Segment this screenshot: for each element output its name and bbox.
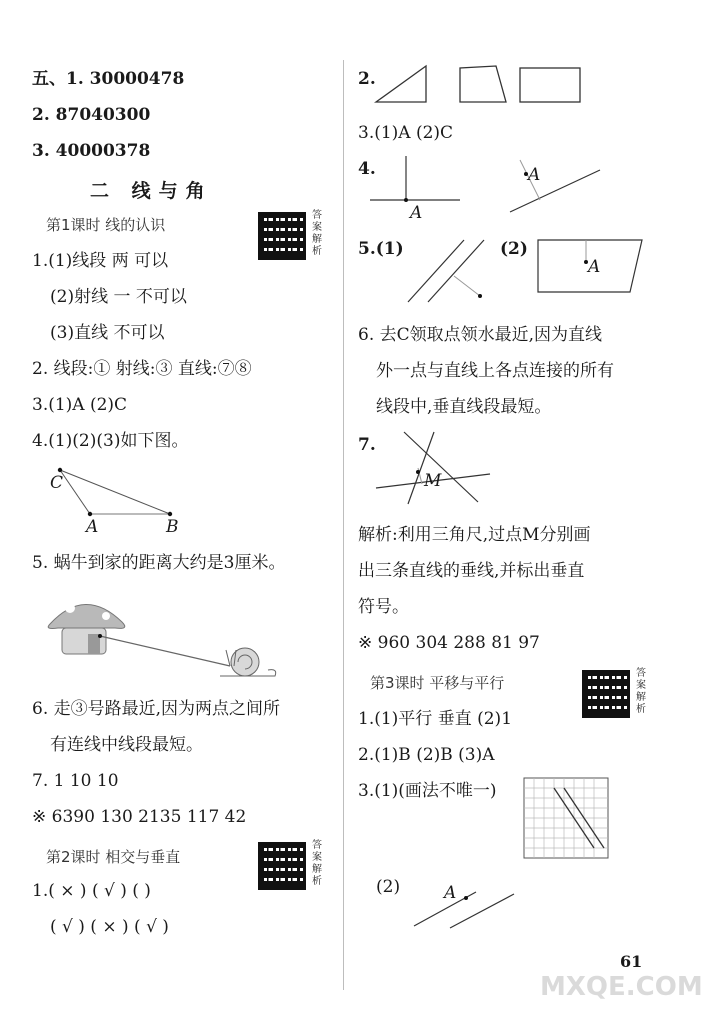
answer-5-3: 3. 40000378 bbox=[32, 141, 151, 161]
answer-7: 7. 1 10 10 bbox=[32, 771, 119, 791]
triangle-m-figure bbox=[374, 428, 494, 508]
lesson3-answer-2: 2.(1)B (2)B (3)A bbox=[358, 745, 495, 765]
right-answer-extra: ※ 960 304 288 81 97 bbox=[358, 633, 540, 653]
lesson-2-title: 第2课时 相交与垂直 bbox=[46, 848, 181, 866]
answer-5-1: 五、1. 30000478 bbox=[32, 69, 185, 89]
analysis-line3: 符号。 bbox=[358, 597, 409, 617]
qr-code bbox=[582, 670, 630, 718]
answer-5: 5. 蜗牛到家的距离大约是3厘米。 bbox=[32, 553, 286, 573]
right-answer-5-1: 5.(1) bbox=[358, 239, 404, 259]
lesson-3-title: 第3课时 平移与平行 bbox=[370, 674, 505, 692]
fig7-label-m: M bbox=[424, 471, 442, 491]
right-answer-5-2: (2) bbox=[500, 239, 528, 259]
grid-figure bbox=[522, 776, 612, 860]
analysis-line1: 解析:利用三角尺,过点M分别画 bbox=[358, 525, 591, 545]
right-answer-4: 4. bbox=[358, 159, 376, 179]
column-divider bbox=[343, 60, 344, 990]
right-answer-6-line1: 6. 去C领取点领水最近,因为直线 bbox=[358, 325, 603, 345]
answer-extra: ※ 6390 130 2135 117 42 bbox=[32, 807, 247, 827]
lesson3-answer-3-2: (2) bbox=[376, 877, 401, 897]
fig4-label-a-left: A bbox=[410, 203, 423, 223]
lesson3-answer-3: 3.(1)(画法不唯一) bbox=[358, 781, 497, 801]
figure-4-label-c: C bbox=[50, 473, 64, 493]
answer-5-2: 2. 87040300 bbox=[32, 105, 151, 125]
fig5-label-a: A bbox=[588, 257, 601, 277]
right-answer-3: 3.(1)A (2)C bbox=[358, 123, 454, 143]
qr-side-label: 答案解析 bbox=[312, 840, 322, 887]
perpendicular-figure bbox=[370, 150, 620, 220]
lesson2-answer-1b: ( √ ) ( × ) ( √ ) bbox=[50, 917, 169, 937]
answer-6-line1: 6. 走③号路最近,因为两点之间所 bbox=[32, 699, 281, 719]
lesson2-answer-1a: 1.( × ) ( √ ) ( ) bbox=[32, 881, 151, 901]
parallel-figure bbox=[404, 236, 504, 306]
right-answer-2: 2. bbox=[358, 69, 376, 89]
right-answer-6-line2: 外一点与直线上各点连接的所有 bbox=[376, 361, 614, 381]
figure-4-label-a: A bbox=[86, 517, 99, 537]
right-answer-6-line3: 线段中,垂直线段最短。 bbox=[376, 397, 552, 417]
watermark: MXQE.COM bbox=[540, 972, 703, 1002]
qr-side-label: 答案解析 bbox=[312, 210, 322, 257]
lesson-1-title: 第1课时 线的认识 bbox=[46, 216, 166, 234]
section-title: 二 线与角 bbox=[90, 180, 213, 202]
answer-1-1: 1.(1)线段 两 可以 bbox=[32, 251, 169, 271]
page-number: 61 bbox=[620, 952, 643, 971]
fig-label-a: A bbox=[444, 883, 457, 903]
snail-house-figure bbox=[40, 584, 290, 684]
answer-1-2: (2)射线 一 不可以 bbox=[50, 287, 187, 307]
qr-side-label: 答案解析 bbox=[636, 668, 646, 715]
lesson3-answer-1: 1.(1)平行 垂直 (2)1 bbox=[358, 709, 513, 729]
answer-3: 3.(1)A (2)C bbox=[32, 395, 128, 415]
right-answer-7: 7. bbox=[358, 435, 376, 455]
answer-1-3: (3)直线 不可以 bbox=[50, 323, 165, 343]
figure-4-label-b: B bbox=[166, 517, 179, 537]
parallel-line-figure bbox=[410, 890, 520, 930]
analysis-line2: 出三条直线的垂线,并标出垂直 bbox=[358, 561, 585, 581]
answer-4: 4.(1)(2)(3)如下图。 bbox=[32, 431, 189, 451]
shapes-figure bbox=[370, 62, 590, 108]
answer-2: 2. 线段:① 射线:③ 直线:⑦⑧ bbox=[32, 359, 252, 379]
answer-6-line2: 有连线中线段最短。 bbox=[50, 735, 203, 755]
fig4-label-a-right: A bbox=[528, 165, 541, 185]
qr-code bbox=[258, 842, 306, 890]
qr-code bbox=[258, 212, 306, 260]
